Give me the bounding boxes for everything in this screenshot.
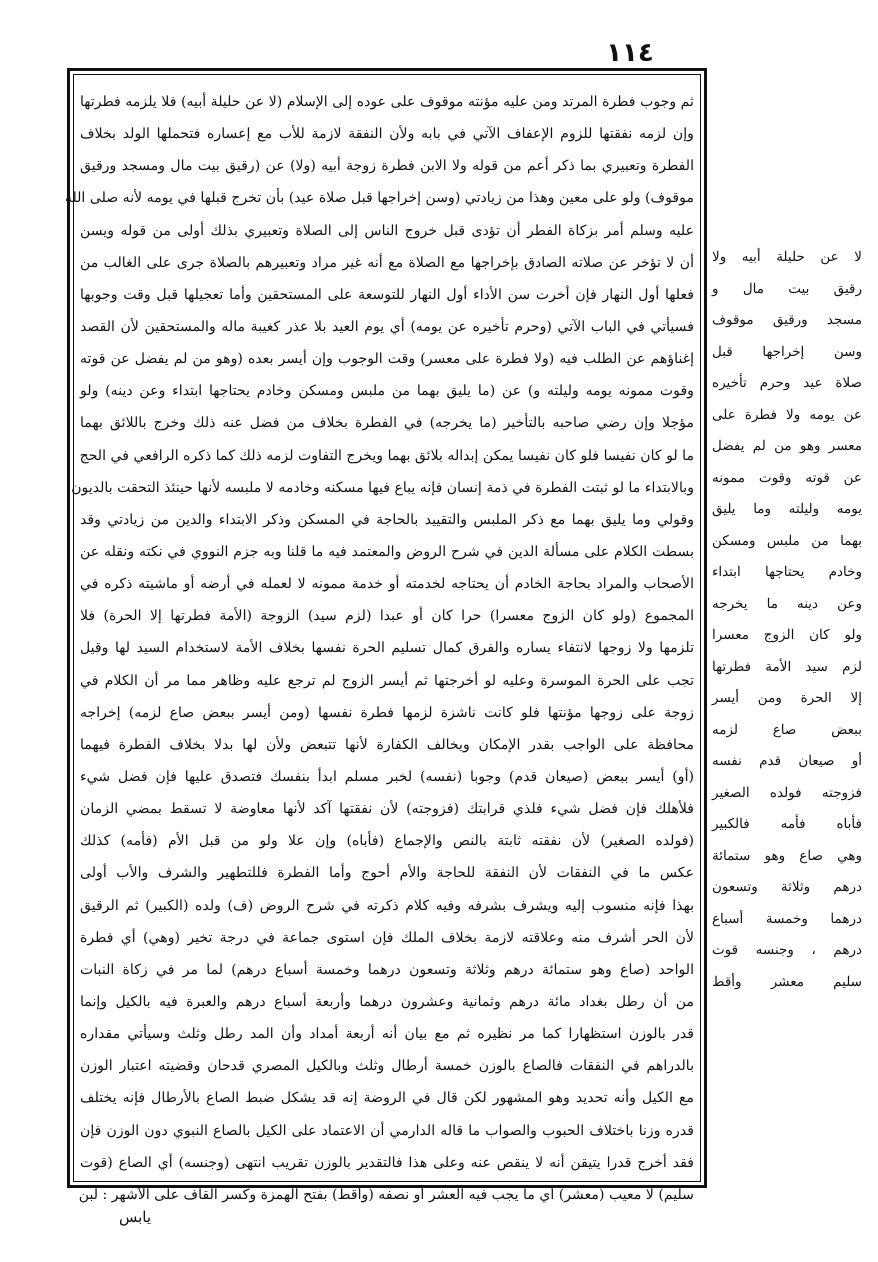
main-text-line: وبالابتداء ما لو ثبتت الفطرة في ذمة إنسان فإنه يباع فيها مسكنه وخادمه لا ملبسه لأنها حينئذ التحقت بالديون <box>71 479 694 496</box>
page-number: ١١٤ <box>606 38 654 68</box>
margin-text-line: صلاة عيد وحرم تأخيره <box>712 375 862 391</box>
margin-text-line: درهم وثلاثة وتسعون <box>712 879 862 895</box>
margin-text-line: يومه وليلته وما يليق <box>712 501 862 517</box>
main-text-line: المجموع (ولو كان الزوج معسرا) حرا كان أو عبدا (لزم سيد) الزوجة (الأمة فطرتها إلا الحرة) فلا <box>80 608 694 625</box>
main-text-line: تجب على الحرة الموسرة وعليه لو أخرجتها ثم أيسر الزوج لم ترجع عليه وظاهر مما مر أن الكلام في <box>80 672 694 689</box>
margin-text-line: ولو كان الزوج معسرا <box>712 627 862 643</box>
main-text-line: قدر بالوزن استظهارا كما مر نظيره ثم مع بيان أنه أربعة أمداد وأن المد رطل وثلث وسيأتي مقداره <box>80 1026 694 1043</box>
margin-text-line: درهما وخمسة أسباع <box>712 910 862 927</box>
main-text-line: فسيأتي في الباب الآتي (وحرم تأخيره عن يومه) أي يوم العيد بلا عذر كغيبة ماله والمستحقين لأن القصد <box>80 318 694 335</box>
main-text-line: من أن رطل بغداد مائة درهم وثمانية وعشرون درهما وأربعة أسباع درهم والعبرة فيه بالكيل وإنما <box>80 993 694 1010</box>
main-text-line: عليه وسلم أمر بزكاة الفطر أن تؤدى قبل خروج الناس إلى الصلاة وتعبيري بذلك أولى من قوله ويسن <box>80 222 694 239</box>
main-text-line: مع الكيل وأنه تحديد وهو المشهور لكن قال في الروضة إنه قد يشكل ضبط الصاع بالأرطال فإنه يختلف <box>80 1090 694 1107</box>
margin-text-line: مسجد ورقيق موقوف <box>712 312 862 328</box>
main-text-line: قدره وزنا باختلاف الحبوب والصواب ما قاله الدارمي أن الاعتماد على الكيل بالصاع النبوي دون الوزن فإن <box>80 1122 694 1139</box>
main-text-line: (فولده الصغير) لأن نفقته ثابتة بالنص والإجماع (فأباه) وإن علا ولو من قبل الأم (فأمه) كذلك <box>80 833 694 850</box>
margin-text-line: وعن دينه ما يخرجه <box>712 595 862 612</box>
main-text-line: (أو) أيسر ببعض (صيعان قدم) وجوبا (نفسه) لخبر مسلم ابدأ بنفسك فتصدق عليها فإن فضل شيء <box>80 768 694 785</box>
margin-text-line: رقيق بيت مال و <box>712 280 862 297</box>
main-text-line: مؤجلا وإن رضي صاحبه بالتأخير (ما يخرجه) في الفطرة بخلاف من فضل عنه ذلك وخرج باللائق بهما <box>80 415 694 432</box>
main-text-block <box>64 86 694 1203</box>
main-text-line: محافظة على الواجب بقدر الإمكان ويخالف الكفارة لأنها تتبعض ولأن لها بدلا بخلاف الفطرة فيهما <box>80 736 694 753</box>
main-text-line: ما لو كان نفيسا فلو كان نفيسا يمكن إبداله بلائق بهما ويخرج التفاوت لزمه ذلك كما ذكره الرافعي في الحج <box>79 447 694 464</box>
main-text-line: وقوت ممونه يومه وليلته و) عن (ما يليق بهما من ملبس ومسكن وخادم يحتاجها ابتداء وعن دينه) ولو <box>80 383 694 400</box>
margin-text-line: لزم سيد الأمة فطرتها <box>712 658 862 675</box>
margin-text-line: معسر وهو من لم يفضل <box>712 438 862 454</box>
main-text-line: سليم) لا معيب (معشر) أي ما يجب فيه العشر أو نصفه (وأقط) بفتح الهمزة وكسر القاف على الأشهر : لبن <box>78 1186 694 1203</box>
margin-text-line: ببعض صاع لزمه <box>712 721 862 738</box>
main-text-line: زوجة على زوجها مؤنتها فلو كانت ناشزة لزمها فطرة نفسها (ومن أيسر ببعض صاع لزمه) إخراجه <box>80 704 694 721</box>
main-text-line: لأن الحر أشرف منه وعلاقته لازمة بخلاف الملك فإن استوى جماعة في درجة تخير (وهي) أي فطرة <box>80 929 694 946</box>
margin-text-line: سليم معشر وأقط <box>712 973 862 990</box>
main-text-line: فعلها أول النهار فإن أخرت سن الأداء أول النهار للتوسعة على المستحقين وأما تعجيلها قبل وقت وجوبها <box>80 286 694 303</box>
catchword: يابس <box>118 1208 152 1226</box>
main-text-line: الواحد (صاع وهو ستمائة درهم وثلاثة وتسعون درهما وخمسة أسباع درهم) لما مر في زكاة النبات <box>80 961 694 978</box>
margin-text-line: بهما من ملبس ومسكن <box>712 532 862 549</box>
main-text-line: عكس ما في النفقات لأن النفقة للحاجة والأم أحوج وأما الفطرة فللتطهير والشرف والأب أولى <box>80 865 694 882</box>
margin-text-line: عن قوته وقوت ممونه <box>712 469 862 486</box>
margin-text-line: درهم ، وجنسه قوت <box>712 942 862 958</box>
margin-text-line: عن يومه ولا فطرة على <box>712 406 862 423</box>
main-text-line: ثم وجوب فطرة المرتد ومن عليه مؤنته موقوف على عوده إلى الإسلام (لا عن حليلة أبيه) فلا يلزمه فطرتها <box>80 94 694 110</box>
main-text-line: بالدراهم في النفقات فالصاع بالوزن خمسة أرطال وثلث وبالكيل المصري قدحان وقضيته اعتبار الوزن <box>80 1058 694 1075</box>
margin-text-line: فزوجته فولده الصغير <box>712 784 862 801</box>
margin-text-line: وهي صاع وهو ستمائة <box>712 847 862 864</box>
main-text-line: وقولي وما يليق بهما مع ذكر الملبس والتقييد بالحاجة في المسكن وذكر الابتداء والدين من زيادتي وقد <box>80 511 694 528</box>
main-text-line: بهذا فإنه منسوب إليه ويشرف بشرفه وفيه كلام ذكرته في شرح الروض (ف) ولده (الكبير) ثم الرقيق <box>80 897 694 914</box>
main-text-line: الفطرة وتعبيري بما ذكر أعم من قوله ولا الابن فطرة زوجة أبيه (ولا) عن (رقيق بيت مال ومسجد ورقيق <box>80 158 694 175</box>
main-text-line: وإن لزمه نفقتها للزوم الإعفاف الآتي في بابه ولأن النفقة لازمة للأب مع إعساره فتحملها الولد بخلاف <box>80 126 694 143</box>
main-text-line: فلأهلك فإن فضل شيء فلذي قرابتك (فزوجته) لأن نفقتها آكد لأنها معاوضة لا تسقط بمضي الزمان <box>80 801 694 818</box>
margin-text-block <box>712 242 862 990</box>
main-text-line: أن لا تؤخر عن صلاته الصادق بإخراجها مع الصلاة مع أنه غير مراد وتعبيرهم بالصلاة جرى على الغالب من <box>80 254 694 271</box>
margin-text-line: وسن إخراجها قبل <box>712 343 862 360</box>
main-text-line: موقوف) ولو على معين وهذا من زيادتي (وسن إخراجها قبل صلاة عيد) بأن تخرج قبلها في يومه لأنه صلى الله <box>64 190 694 207</box>
main-text-line: تلزمها ولا زوجها لانتفاء يساره والفرق كمال تسليم الحرة نفسها بخلاف الأمة لاستخدام السيد لها وقيل <box>80 640 694 657</box>
main-text-line: بسطت الكلام على مسألة الدين في شرح الروض والمعتمد فيه ما قلنا وبه جزم النووي في نكته ونقله عن <box>80 543 694 560</box>
margin-text-line: لا عن حليلة أبيه ولا <box>712 249 862 265</box>
main-text-line: فقد أخرج قدرا يتيقن أنه لا ينقص عنه وعلى هذا فالتقدير بالوزن تقريب انتهى (وجنسه) أي الصاع (قوت <box>80 1154 694 1171</box>
margin-text-line: أو صيعان قدم نفسه <box>712 753 862 769</box>
main-text-line: الأصحاب والمراد بحاجة الخادم أن يحتاجه لخدمته أو خدمة ممونه لا لعمله في أرضه أو ماشيته ذكره في <box>80 576 694 593</box>
margin-text-line: فأباه فأمه فالكبير <box>712 816 862 832</box>
main-text-line: إغناؤهم عن الطلب فيه (ولا فطرة على معسر) وقت الوجوب وإن أيسر بعده (وهو من لم يفضل عن قوته <box>80 351 694 368</box>
margin-text-line: إلا الحرة ومن أيسر <box>712 690 862 706</box>
margin-text-line: وخادم يحتاجها ابتداء <box>712 564 862 580</box>
